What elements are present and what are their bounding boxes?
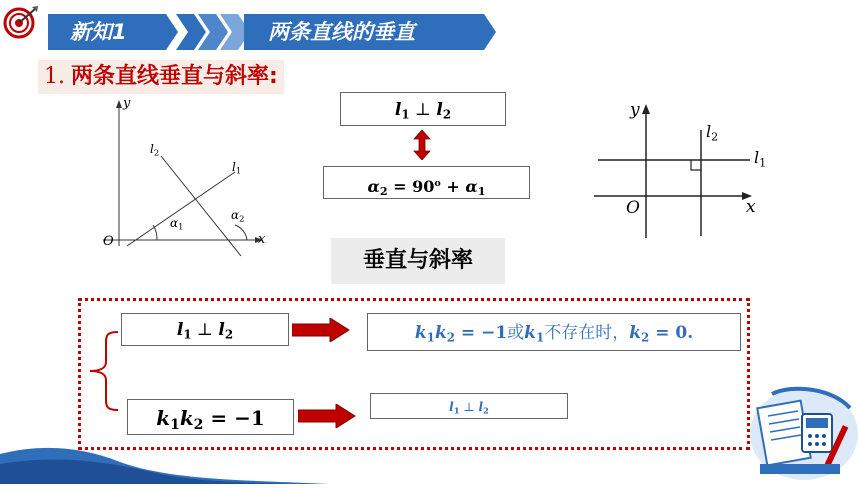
section-title-text: 两条直线垂直与斜率:	[71, 64, 278, 89]
header-banner	[48, 14, 498, 50]
double-arrow-icon	[413, 130, 431, 160]
row1-left-box: $l_1$ ⊥ $l_2$	[121, 313, 289, 346]
header-title: 两条直线的垂直	[268, 20, 415, 44]
left-x-label: x	[258, 232, 266, 247]
left-angle1-label: $\alpha_1$	[170, 216, 184, 232]
right-line2-label: $l_2$	[706, 122, 719, 144]
row1-arrow-icon	[292, 318, 350, 342]
angle-equation-box: $\alpha_2 = 90^o + \alpha_1$	[323, 166, 530, 199]
left-angle2-label: $\alpha_2$	[231, 208, 245, 224]
left-y-label: y	[123, 96, 131, 111]
perp-box-top: $l_1$ ⊥ $l_2$	[340, 92, 506, 126]
row2-right-box: $l_1$ ⊥ $l_2$	[370, 393, 568, 419]
header-badge: 新知1	[70, 20, 127, 44]
right-line1-label: $l_1$	[754, 148, 767, 170]
left-graph	[95, 98, 275, 258]
left-line1-label: $l_1$	[232, 160, 242, 176]
right-graph	[590, 100, 780, 240]
right-x-label: x	[746, 197, 756, 217]
row2-arrow-icon	[298, 404, 356, 428]
right-y-label: y	[630, 100, 640, 120]
left-line2-label: $l_2$	[150, 142, 160, 158]
section-number: 1.	[44, 64, 65, 89]
row1-right-box: $k_1k_2 = -1$或$k_1$不存在时，$k_2 = 0$.	[367, 313, 741, 351]
topic-label: 垂直与斜率	[331, 238, 505, 284]
row2-left-box: $k_1k_2 = -1$	[127, 399, 294, 435]
brace-icon	[84, 330, 120, 412]
right-origin-label: O	[626, 198, 640, 218]
target-icon	[2, 4, 40, 42]
left-origin-label: O	[103, 234, 114, 249]
section-title	[38, 60, 284, 94]
bottom-wave-decoration	[0, 440, 330, 484]
study-illustration-icon	[742, 384, 860, 484]
